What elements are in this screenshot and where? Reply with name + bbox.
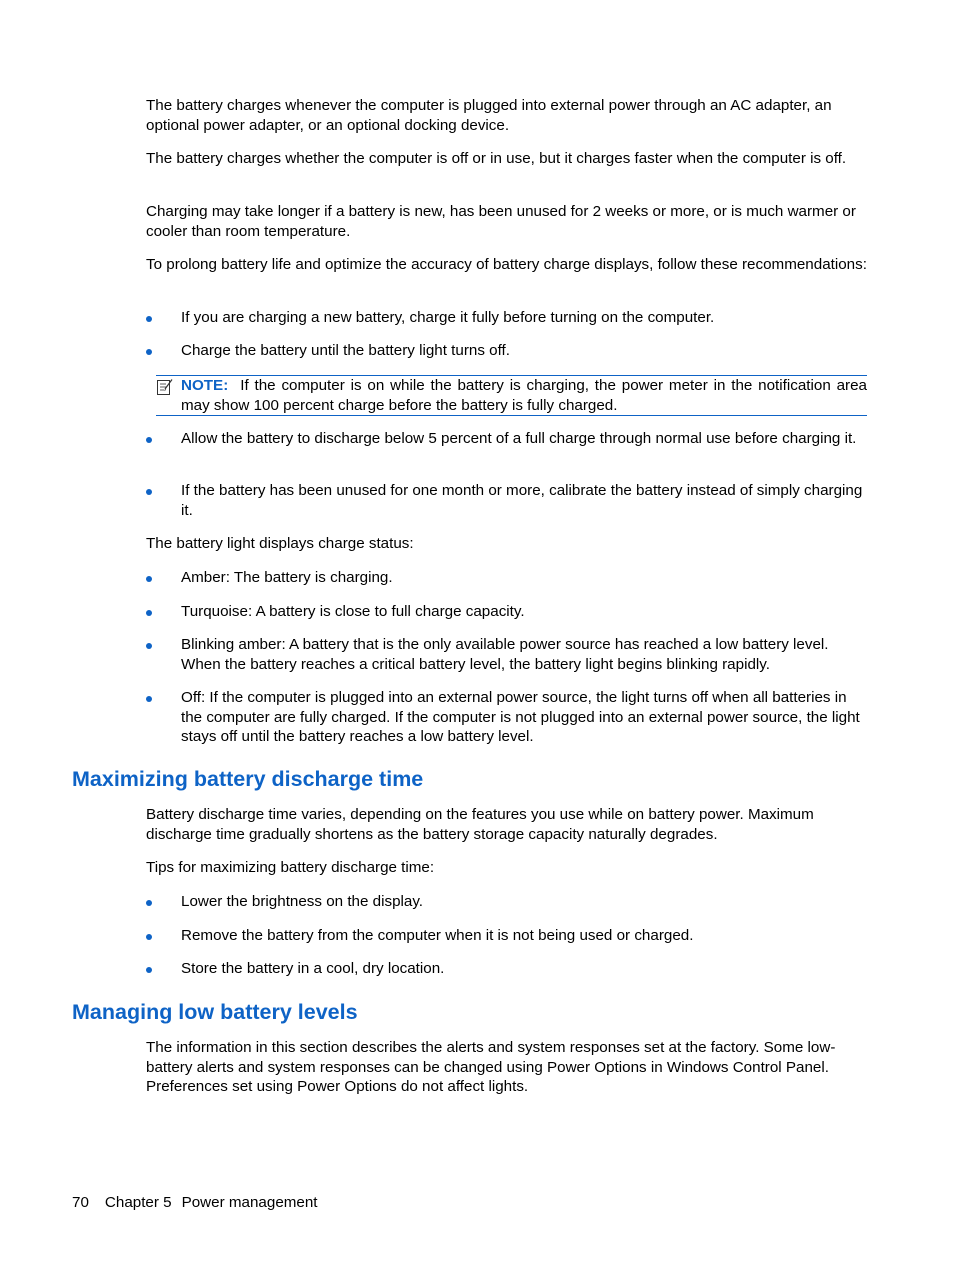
paragraph-charging-state: The battery charges whether the computer is off or in use, but it charges faster when the computer is off.: [146, 150, 847, 167]
footer-section: Power management: [181, 1194, 318, 1211]
paragraph-charging-duration: Charging may take longer if a battery is new, has been unused for 2 weeks or more, or is much warmer or cooler than room temperature.: [146, 203, 856, 240]
footer-chapter: Chapter 5: [104, 1194, 172, 1211]
note-content: [181, 376, 867, 415]
page-number: 70: [72, 1194, 89, 1211]
bullet-icon: [146, 967, 152, 973]
section-heading-managing: Managing low battery levels: [72, 1000, 358, 1024]
bullet-icon: [146, 610, 152, 616]
paragraph-charging-sources: The battery charges whenever the computer is plugged into external power through an AC adapter, an optional power adapter, or an optional docking device.: [146, 97, 832, 134]
bullet-icon: [146, 934, 152, 940]
bullet-icon: [146, 437, 152, 443]
list-item-text: If the battery has been unused for one month or more, calibrate the battery instead of simply charging it.: [181, 482, 863, 519]
note-box: [156, 375, 867, 416]
paragraph-discharge-time: Battery discharge time varies, depending on the features you use while on battery power. Maximum discharge time gradually shortens as the battery storage capacity naturally degrades.: [146, 806, 814, 843]
bullet-icon: [146, 900, 152, 906]
list-item-text: Remove the battery from the computer when it is not being used or charged.: [181, 927, 694, 944]
note-label: NOTE:: [181, 377, 229, 394]
page-footer: [72, 1193, 334, 1212]
list-item-text: Allow the battery to discharge below 5 percent of a full charge through normal use before charging it.: [181, 430, 857, 447]
bullet-icon: [146, 489, 152, 495]
list-item-text: If you are charging a new battery, charge it fully before turning on the computer.: [181, 309, 715, 326]
list-item-text: Store the battery in a cool, dry location.: [181, 960, 445, 977]
paragraph-tips-intro: Tips for maximizing battery discharge time:: [146, 859, 435, 876]
note-pad-icon: [156, 378, 174, 396]
bullet-icon: [146, 349, 152, 355]
note-text: If the computer is on while the battery is charging, the power meter in the notification area may show 100 percent charge before the battery is fully charged.: [181, 377, 867, 414]
list-item-text: Off: If the computer is plugged into an external power source, the light turns off when all batteries in the computer are fully charged. If the computer is not plugged into an external power source, the light stays off until the battery reaches a low battery level.: [181, 689, 860, 745]
bullet-icon: [146, 643, 152, 649]
list-item-text: Blinking amber: A battery that is the only available power source has reached a low battery level. When the battery reaches a critical battery level, the battery light begins blinking rapidly.: [181, 636, 829, 673]
section-heading-maximizing: Maximizing battery discharge time: [72, 767, 424, 791]
list-item-text: Amber: The battery is charging.: [181, 569, 393, 586]
paragraph-recommendations-intro: To prolong battery life and optimize the accuracy of battery charge displays, follow these recommendations:: [146, 256, 867, 273]
list-item-text: Charge the battery until the battery light turns off.: [181, 342, 510, 359]
list-item-text: Lower the brightness on the display.: [181, 893, 424, 910]
bullet-icon: [146, 316, 152, 322]
bullet-icon: [146, 576, 152, 582]
paragraph-low-battery: The information in this section describes the alerts and system responses set at the factory. Some low-battery alerts and system responses can be changed using Power Options in Windows Control Panel. Preferences set using Power Options do not affect lights.: [146, 1039, 836, 1095]
bullet-icon: [146, 696, 152, 702]
paragraph-light-status-intro: The battery light displays charge status:: [146, 535, 414, 552]
list-item-text: Turquoise: A battery is close to full charge capacity.: [181, 603, 525, 620]
